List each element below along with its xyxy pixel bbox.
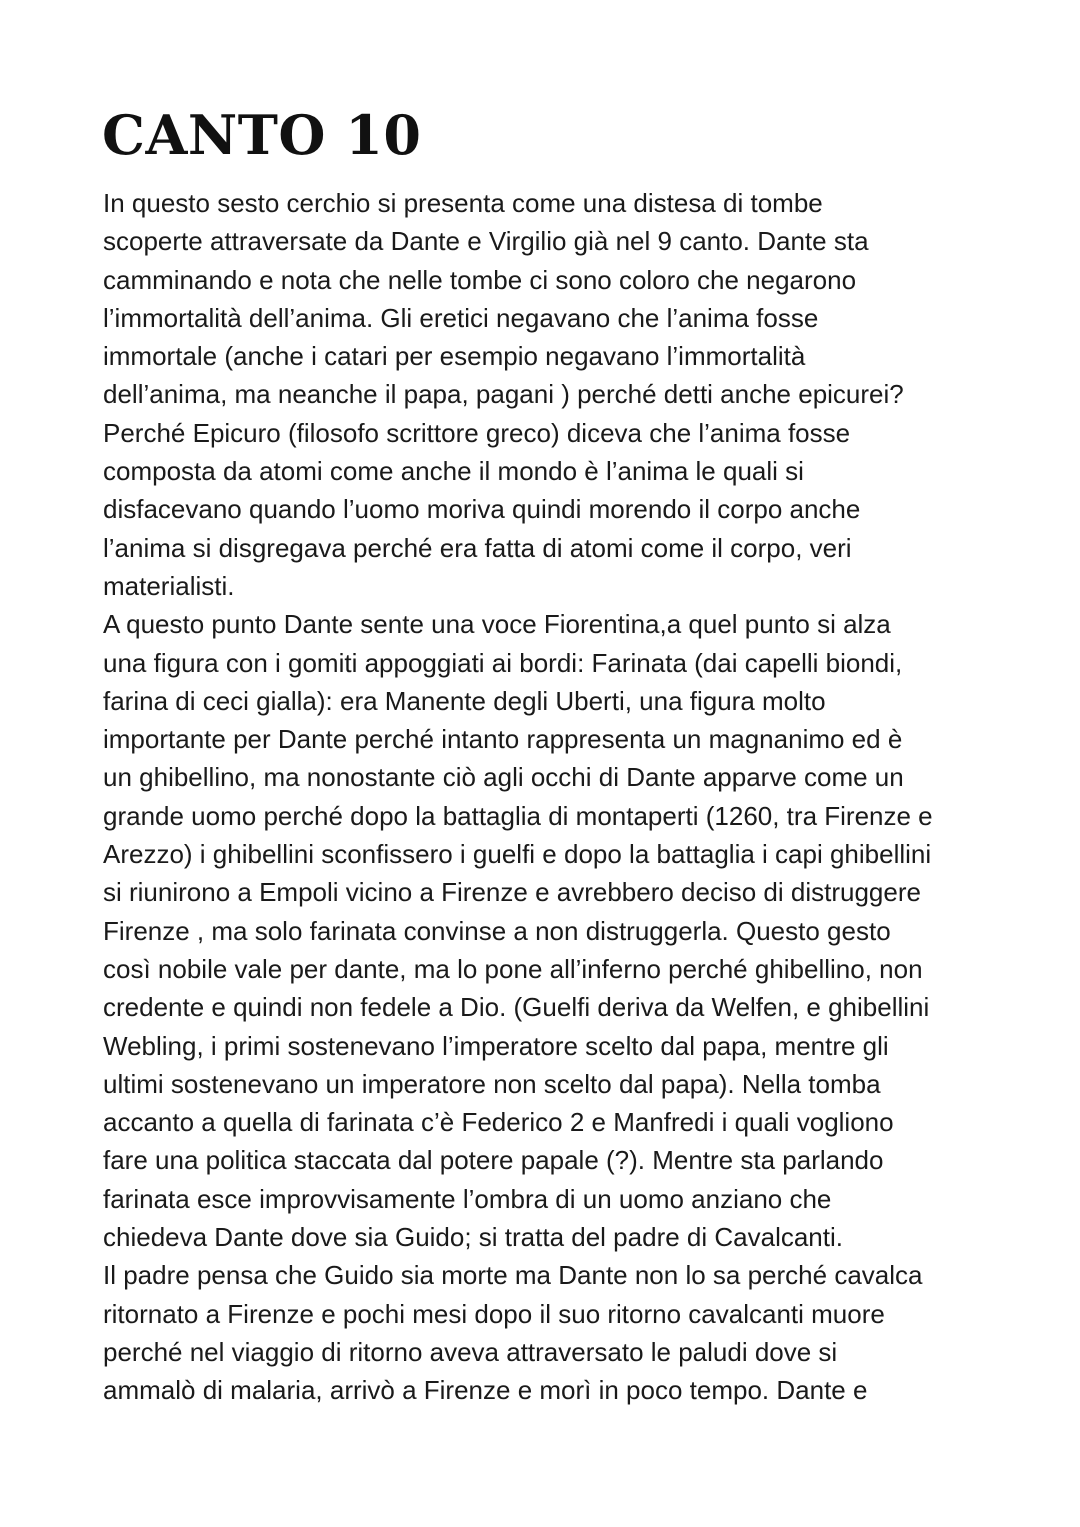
text-line: l’anima si disgregava perché era fatta di atomi come il corpo, veri: [103, 532, 852, 563]
text-line: ritornato a Firenze e pochi mesi dopo il suo ritorno cavalcanti muore: [103, 1298, 885, 1329]
text-line: fare una politica staccata dal potere papale (?). Mentre sta parlando: [103, 1145, 884, 1176]
page-title: CANTO 10: [102, 103, 422, 167]
text-line: Webling, i primi sostenevano l’imperatore scelto dal papa, mentre gli: [103, 1030, 889, 1061]
text-line: grande uomo perché dopo la battaglia di montaperti (1260, tra Firenze e: [103, 800, 933, 831]
text-line: un ghibellino, ma nonostante ciò agli occhi di Dante apparve come un: [103, 762, 904, 793]
text-line: immortale (anche i catari per esempio negavano l’immortalità: [103, 341, 806, 372]
text-line: Perché Epicuro (filosofo scrittore greco) diceva che l’anima fosse: [103, 417, 851, 448]
text-line: Arezzo) i ghibellini sconfissero i guelfi e dopo la battaglia i capi ghibellini: [103, 839, 932, 870]
text-line: importante per Dante perché intanto rappresenta un magnanimo ed è: [103, 724, 903, 755]
text-line: credente e quindi non fedele a Dio. (Guelfi deriva da Welfen, e ghibellini: [103, 992, 930, 1023]
text-line: una figura con i gomiti appoggiati ai bordi: Farinata (dai capelli biondi,: [103, 647, 903, 678]
text-line: perché nel viaggio di ritorno aveva attraversato le paludi dove si: [103, 1336, 838, 1367]
text-line: A questo punto Dante sente una voce Fiorentina,a quel punto si alza: [103, 609, 891, 640]
text-line: accanto a quella di farinata c’è Federico 2 e Manfredi i quali vogliono: [103, 1107, 894, 1138]
text-line: disfacevano quando l’uomo moriva quindi morendo il corpo anche: [103, 494, 861, 525]
text-line: Il padre pensa che Guido sia morte ma Dante non lo sa perché cavalca: [103, 1260, 923, 1291]
text-line: materialisti.: [103, 570, 235, 601]
body-text: [103, 184, 1063, 1410]
text-line: dell’anima, ma neanche il papa, pagani ) perché detti anche epicurei?: [103, 379, 904, 410]
text-line: ultimi sostenevano un imperatore non scelto dal papa). Nella tomba: [103, 1068, 881, 1099]
text-line: si riunirono a Empoli vicino a Firenze e avrebbero deciso di distruggere: [103, 877, 921, 908]
text-line: In questo sesto cerchio si presenta come una distesa di tombe: [103, 188, 823, 218]
text-line: chiedeva Dante dove sia Guido; si tratta del padre di Cavalcanti.: [103, 1222, 843, 1253]
text-line: farina di ceci gialla): era Manente degli Uberti, una figura molto: [103, 685, 826, 716]
text-line: Firenze , ma solo farinata convinse a non distruggerla. Questo gesto: [103, 915, 891, 946]
text-line: scoperte attraversate da Dante e Virgilio già nel 9 canto. Dante sta: [103, 226, 869, 257]
text-line: così nobile vale per dante, ma lo pone all’inferno perché ghibellino, non: [103, 953, 923, 984]
text-line: farinata esce improvvisamente l’ombra di un uomo anziano che: [103, 1183, 832, 1214]
text-line: ammalò di malaria, arrivò a Firenze e morì in poco tempo. Dante e: [103, 1375, 868, 1406]
text-line: l’immortalità dell’anima. Gli eretici negavano che l’anima fosse: [103, 302, 819, 333]
text-line: composta da atomi come anche il mondo è l’anima le quali si: [103, 456, 804, 487]
text-line: camminando e nota che nelle tombe ci sono coloro che negarono: [103, 264, 857, 295]
